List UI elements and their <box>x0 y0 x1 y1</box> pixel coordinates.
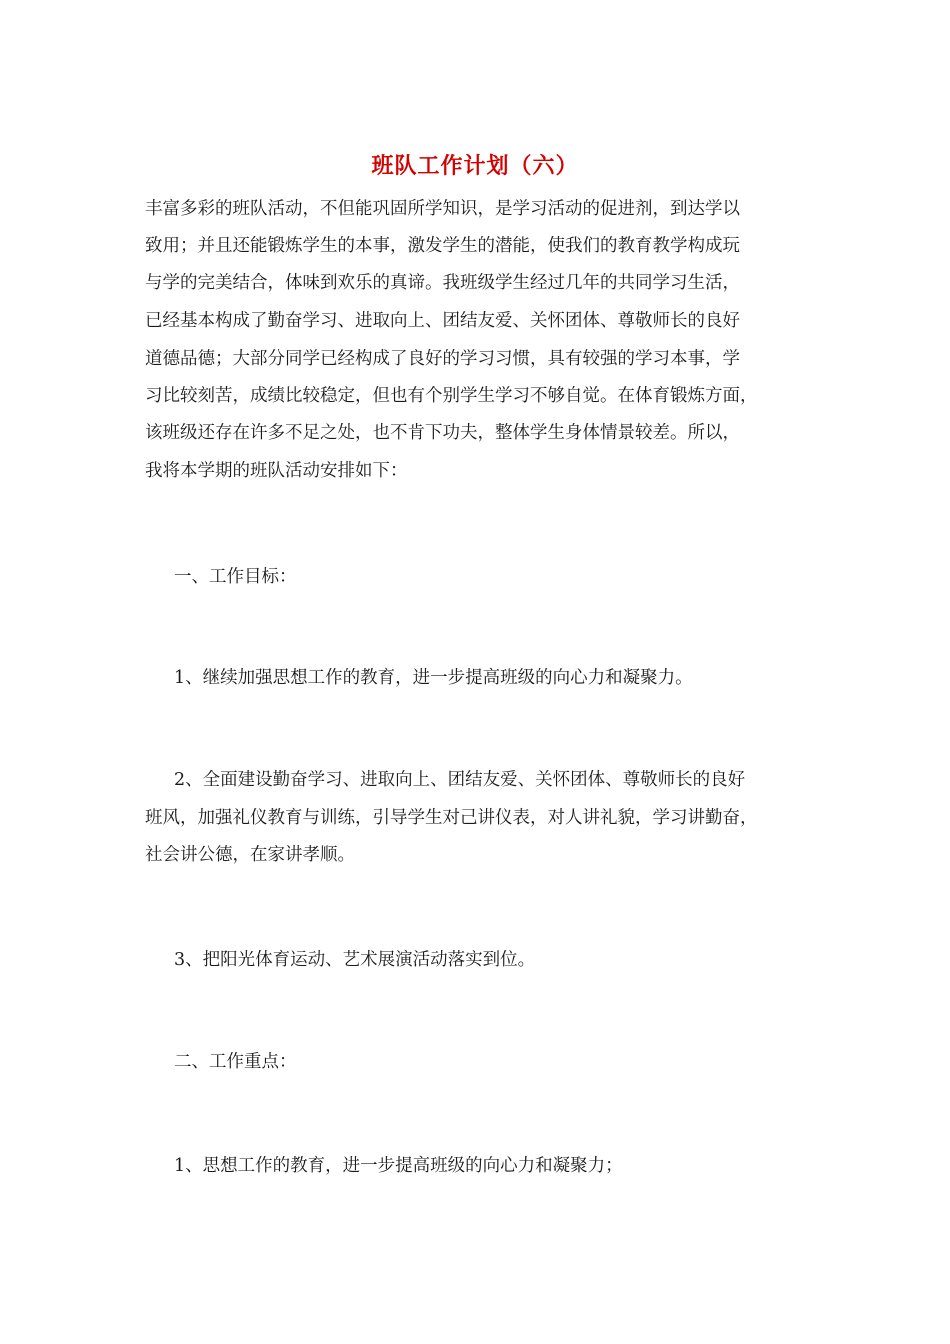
intro-line-5: 道德品德；大部分同学已经构成了良好的学习习惯，具有较强的学习本事，学 <box>145 349 740 369</box>
goal-item-2-line-3: 社会讲公德，在家讲孝顺。 <box>145 845 355 865</box>
goal-item-1: 1、继续加强思想工作的教育，进一步提高班级的向心力和凝聚力。 <box>174 668 693 688</box>
section-heading-goals: 一、工作目标： <box>174 567 297 587</box>
goal-item-2-line-1: 2、全面建设勤奋学习、进取向上、团结友爱、关怀团体、尊敬师长的良好 <box>174 770 746 790</box>
goal-item-2-line-2: 班风，加强礼仪教育与训练，引导学生对己讲仪表，对人讲礼貌，学习讲勤奋， <box>145 808 758 828</box>
focus-item-1: 1、思想工作的教育，进一步提高班级的向心力和凝聚力； <box>174 1156 623 1176</box>
intro-line-6: 习比较刻苦，成绩比较稳定，但也有个别学生学习不够自觉。在体育锻炼方面， <box>145 386 758 406</box>
intro-line-1: 丰富多彩的班队活动，不但能巩固所学知识，是学习活动的促进剂，到达学以 <box>145 199 740 219</box>
section-heading-focus: 二、工作重点： <box>174 1052 297 1072</box>
intro-line-4: 已经基本构成了勤奋学习、进取向上、团结友爱、关怀团体、尊敬师长的良好 <box>145 311 740 331</box>
document-title: 班队工作计划（六） <box>371 153 579 179</box>
intro-line-3: 与学的完美结合，体味到欢乐的真谛。我班级学生经过几年的共同学习生活， <box>145 273 740 293</box>
goal-item-3: 3、把阳光体育运动、艺术展演活动落实到位。 <box>174 950 536 970</box>
intro-line-8: 我将本学期的班队活动安排如下： <box>145 461 408 481</box>
intro-line-2: 致用；并且还能锻炼学生的本事，激发学生的潜能，使我们的教育教学构成玩 <box>145 236 740 256</box>
intro-line-7: 该班级还存在许多不足之处，也不肯下功夫，整体学生身体情景较差。所以， <box>145 423 740 443</box>
